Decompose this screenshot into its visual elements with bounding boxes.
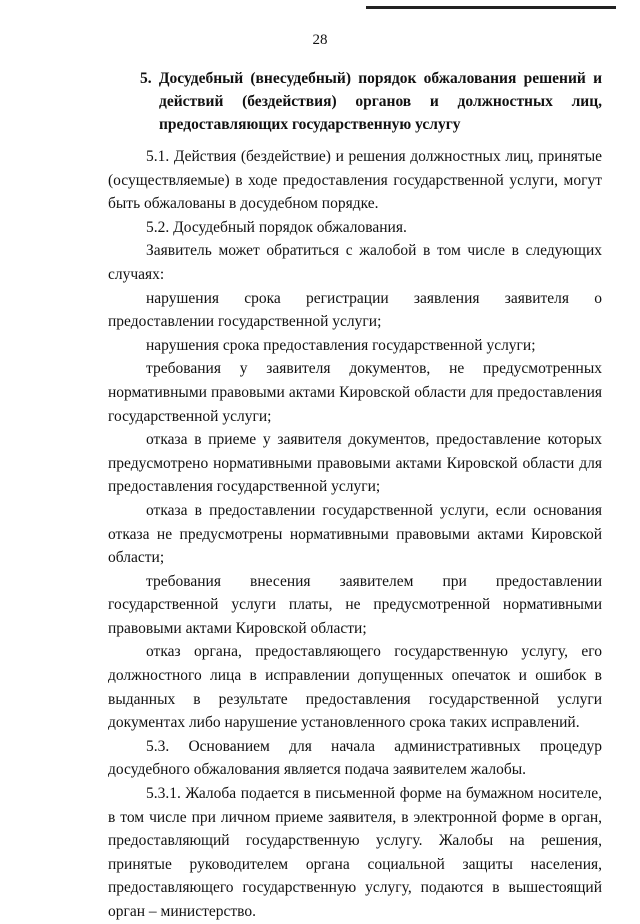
- paragraph: 5.3. Основанием для начала административных процедур досудебного обжалования является подача заявителем жалобы.: [108, 737, 602, 779]
- top-rule: [366, 6, 616, 9]
- page-number: 28: [312, 32, 328, 48]
- heading-line-3: предоставляющих государственную услугу: [159, 116, 461, 133]
- paragraph: нарушения срока регистрации заявления заявителя о предоставлении государственной услуги;: [108, 289, 602, 331]
- section-heading: [140, 67, 602, 136]
- paragraph: нарушения срока предоставления государственной услуги;: [146, 336, 536, 354]
- document-body: [108, 145, 602, 924]
- paragraph: 5.1. Действия (бездействие) и решения должностных лиц, принятые (осуществляемые) в ходе предоставления государственной услуги, могут быть обжалованы в досудебном порядке.: [108, 148, 602, 213]
- paragraph: отказ органа, предоставляющего государственную услугу, его должностного лица в исправлении допущенных опечаток и ошибок в выданных в результате предоставления государственной услуги документах либо нарушение установленного срока таких исправлений.: [108, 643, 602, 732]
- paragraph: 5.3.1. Жалоба подается в письменной форме на бумажном носителе, в том числе при личном приеме заявителя, в электронной форме в орган, предоставляющий государственную услугу. Жалобы на решения, принятые руководителем органа социальной защиты населения, предоставляющего государственную услугу, подаются в вышестоящий орган – министерство.: [108, 785, 602, 920]
- paragraph: 5.2. Досудебный порядок обжалования.: [146, 218, 407, 236]
- paragraph: требования внесения заявителем при предоставлении государственной услуги платы, не предусмотренной нормативными правовыми актами Кировской области;: [108, 572, 602, 637]
- paragraph: отказа в предоставлении государственной услуги, если основания отказа не предусмотрены нормативными правовыми актами Кировской области;: [108, 501, 602, 567]
- heading-line-2: действий (бездействия) органов и должностных лиц,: [159, 93, 602, 110]
- paragraph: требования у заявителя документов, не предусмотренных нормативными правовыми актами Кировской области для предоставления государственной услуги;: [108, 360, 602, 425]
- paragraph: отказа в приеме у заявителя документов, предоставление которых предусмотрено нормативными правовыми актами Кировской области для предоставления государственной услуги;: [108, 431, 602, 496]
- paragraph: Заявитель может обратиться с жалобой в том числе в следующих случаях:: [108, 242, 602, 283]
- heading-line-1: 5. Досудебный (внесудебный) порядок обжалования решений и: [140, 70, 602, 87]
